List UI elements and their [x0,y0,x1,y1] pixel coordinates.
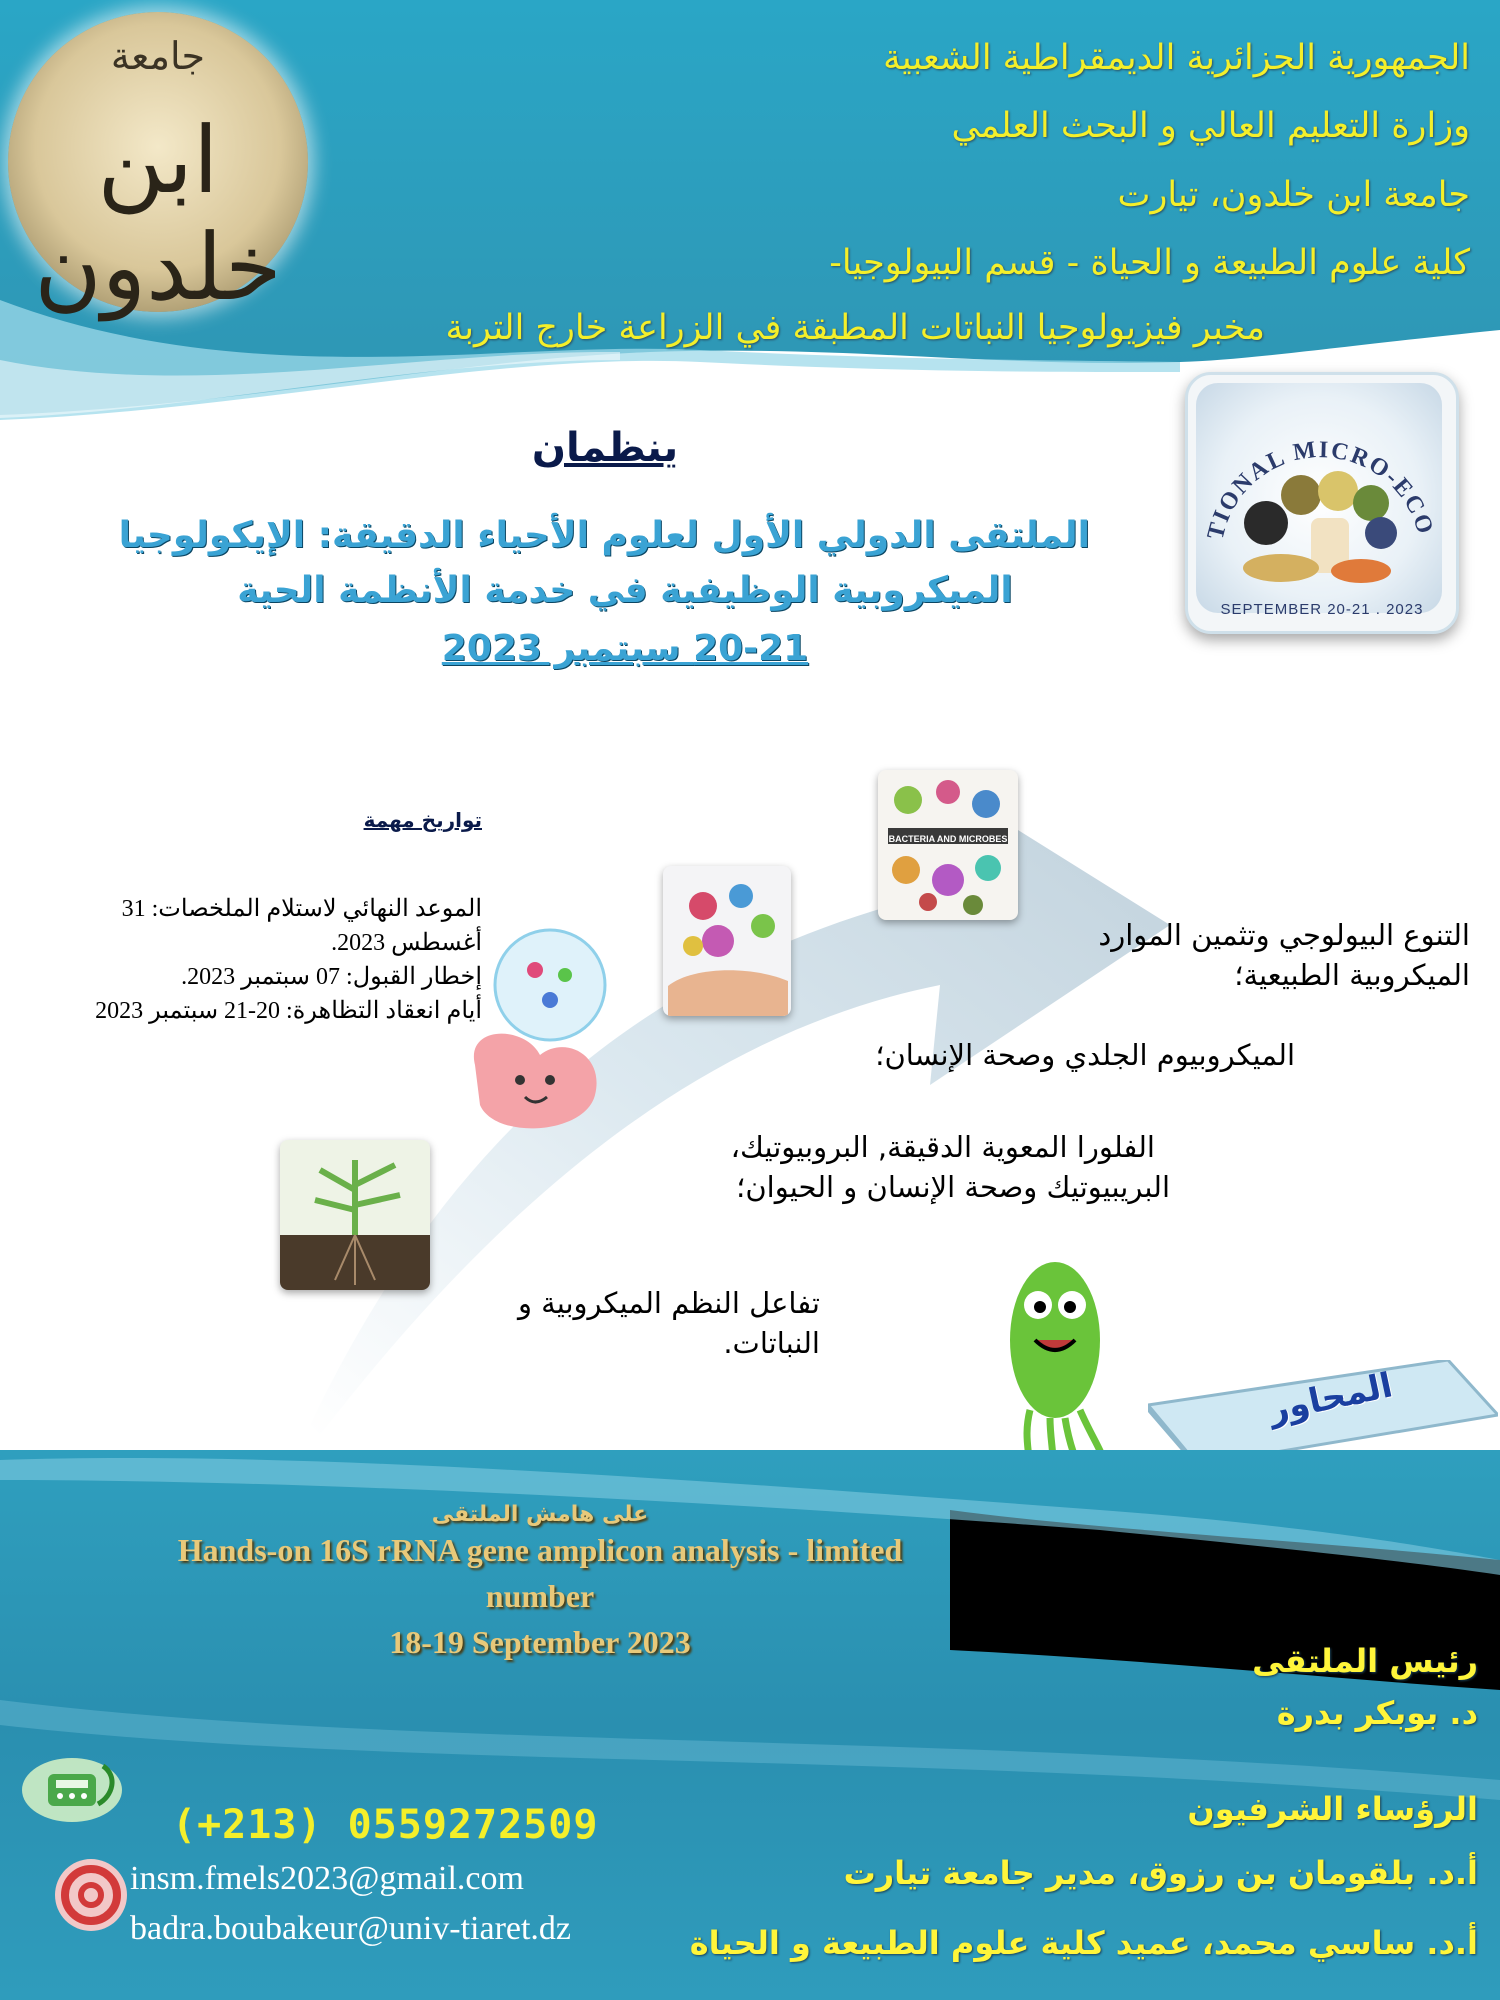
president-label: رئيس الملتقى [1252,1642,1478,1680]
workshop-line1: Hands-on 16S rRNA gene amplicon analysis - limited [177,1532,903,1568]
bacteria-microbes-label: BACTERIA AND MICROBES [888,834,1008,844]
badge-arc-text: TIONAL MICRO-ECO [1202,436,1439,543]
hand-microbes-image [663,866,791,1016]
header-line-republic: الجمهورية الجزائرية الديمقراطية الشعبية [883,38,1470,78]
important-dates-list: الموعد النهائي لاستلام الملخصات: 31 أغسطس 2023. إخطار القبول: 07 سبتمبر 2023. أيام انعقاد التظاهرة: 20-21 سبتمبر 2023 [95,896,482,1024]
logo-top-text: جامعة [110,34,206,78]
honorary-label: الرؤساء الشرفيون [1187,1790,1478,1828]
logo-calligraphy: ابن خلدون [34,107,282,321]
bacteria-microbes-image [878,770,1018,920]
plant-roots-image [280,1140,430,1290]
header-line-ministry: وزارة التعليم العالي و البحث العلمي [951,106,1470,146]
event-title-line2: الميكروبية الوظيفية في خدمة الأنظمة الحية [237,570,1013,611]
axes-label: المحاور [1265,1365,1396,1431]
badge-date: SEPTEMBER 20-21 . 2023 [1220,601,1424,618]
axis-item-3: الفلورا المعوية الدقيقة, البروبيوتيك، البريبيوتيك وصحة الإنسان و الحيوان؛ [730,1130,1170,1204]
badge-inner [1196,383,1442,613]
honorary-2: أ.د. ساسي محمد، عميد كلية علوم الطبيعة و الحياة [689,1924,1478,1962]
honorary-1: أ.د. بلقومان بن رزوق، مدير جامعة تيارت [843,1854,1478,1892]
university-logo [8,12,308,321]
president-name: د. بوبكر بدرة [1276,1694,1478,1732]
axis-item-2: الميكروبيوم الجلدي وصحة الإنسان؛ [875,1038,1295,1072]
header-line-university: جامعة ابن خلدون، تيارت [1117,175,1470,215]
bottom-band [0,1450,1500,2000]
workshop-heading: على هامش الملتقى [431,1502,649,1527]
conference-badge [1185,372,1459,634]
header-line-laboratory: مخبر فيزيولوجيا النباتات المطبقة في الزراعة خارج التربة [445,308,1265,348]
header-band [0,0,1500,420]
phone-number[interactable]: (+213) 0559272509 [172,1802,599,1848]
email-2[interactable]: badra.boubakeur@univ-tiaret.dz [130,1910,572,1947]
organize-heading: ينظمان [531,425,679,471]
axis-item-1: التنوع البيولوجي وتثمين الموارد الميكروبية الطبيعية؛ [1098,918,1470,992]
email-1[interactable]: insm.fmels2023@gmail.com [130,1860,524,1897]
important-dates-heading: تواريخ مهمة [363,808,482,832]
axis-item-4: تفاعل النظم الميكروبية و النباتات. [517,1286,820,1360]
event-title-line1: الملتقى الدولي الأول لعلوم الأحياء الدقيقة: الإيكولوجيا [118,515,1090,556]
badge-graphic [1196,383,1442,613]
event-title-line3: 20-21 سبتمبر 2023 [441,628,809,669]
header-line-faculty: كلية علوم الطبيعة و الحياة - قسم البيولوجيا- [829,243,1470,283]
workshop-line3: 18-19 September 2023 [389,1624,691,1660]
workshop-line2: number [485,1578,595,1614]
phone-icon [18,1746,126,1826]
email-icon [46,1850,136,1940]
